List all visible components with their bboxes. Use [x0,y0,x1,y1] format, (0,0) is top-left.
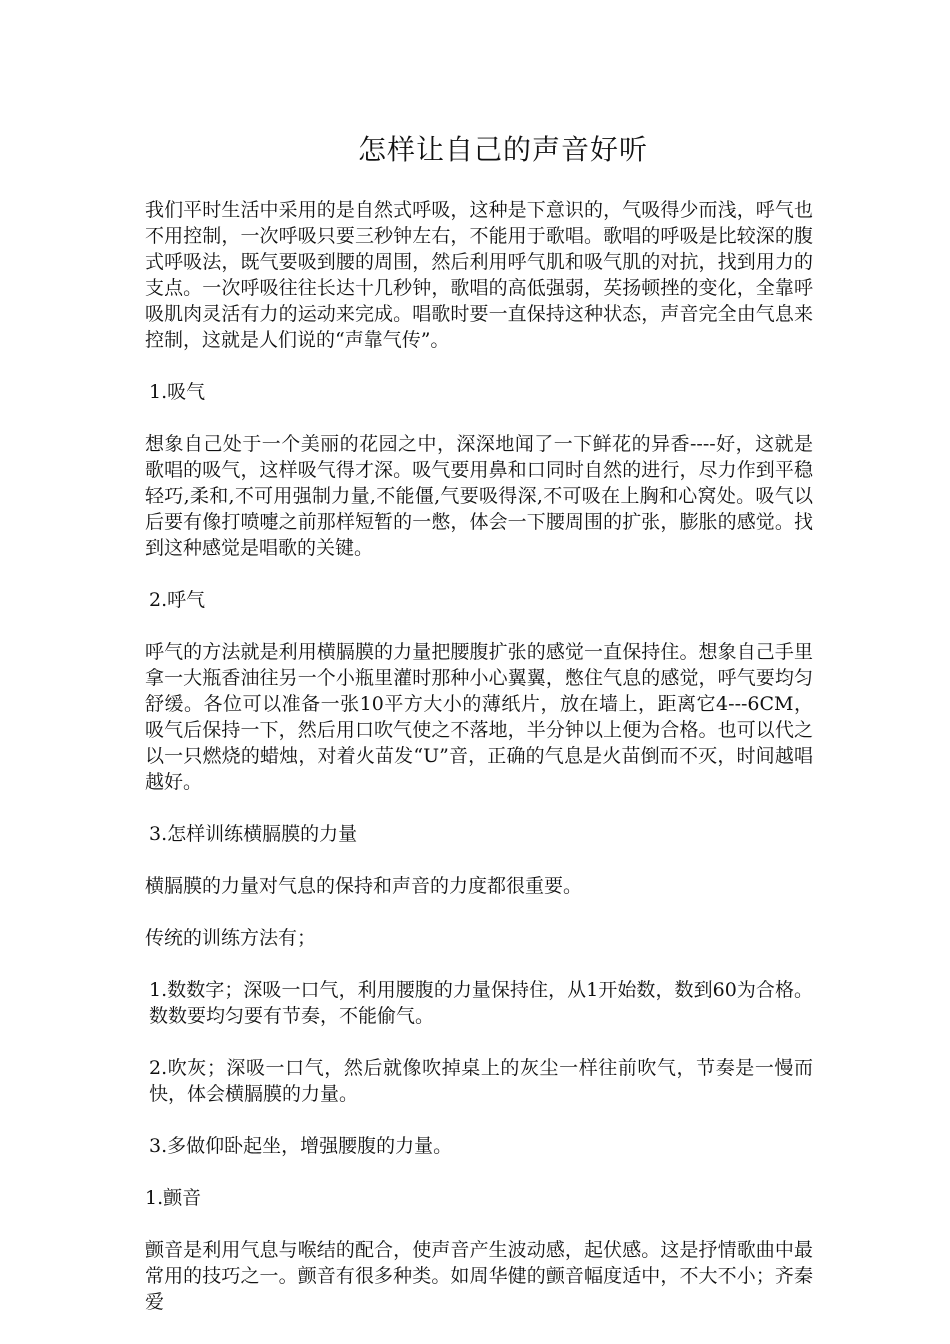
method-item-counting: 1.数数字；深吸一口气，利用腰腹的力量保持住，从1开始数，数到60为合格。数数要均匀要有节奏，不能偷气。 [149,979,813,1027]
document-body [145,197,813,1315]
inhale-paragraph: 想象自己处于一个美丽的花园之中，深深地闻了一下鲜花的异香----好，这就是歌唱的吸气，这样吸气得才深。吸气要用鼻和口同时自然的进行，尽力作到平稳轻巧,柔和,不可用强制力量,不能僵,气要吸得深,不可吸在上胸和心窝处。吸气以后要有像打喷嚏之前那样短暂的一憋，体会一下腰周围的扩张，膨胀的感觉。找到这种感觉是唱歌的关键。 [145,433,813,559]
vibrato-paragraph: 颤音是利用气息与喉结的配合，使声音产生波动感，起伏感。这是抒情歌曲中最常用的技巧之一。颤音有很多种类。如周华健的颤音幅度适中，不大不小；齐秦爱 [145,1239,813,1313]
exhale-paragraph: 呼气的方法就是利用横膈膜的力量把腰腹扩张的感觉一直保持住。想象自己手里拿一大瓶香油往另一个小瓶里灌时那种小心翼翼，憋住气息的感觉，呼气要均匀舒缓。各位可以准备一张10平方大小的薄纸片，放在墙上，距离它4---6CM，吸气后保持一下，然后用口吹气使之不落地，半分钟以上便为合格。也可以代之以一只燃烧的蜡烛，对着火苗发“U”音，正确的气息是火苗倒而不灭，时间越唱越好。 [145,641,813,793]
method-item-blowing: 2.吹灰；深吸一口气，然后就像吹掉桌上的灰尘一样往前吹气，节奏是一慢而快，体会横膈膜的力量。 [149,1057,813,1105]
training-methods-intro: 传统的训练方法有； [145,927,317,949]
section-heading-vibrato: 1.颤音 [145,1187,202,1209]
section-heading-diaphragm: 3.怎样训练横膈膜的力量 [149,823,358,845]
section-heading-exhale: 2.呼气 [149,589,206,611]
section-heading-inhale: 1.吸气 [149,381,206,403]
document-title: 怎样让自己的声音好听 [357,133,648,166]
intro-paragraph: 我们平时生活中采用的是自然式呼吸，这种是下意识的，气吸得少而浅，呼气也不用控制，一次呼吸只要三秒钟左右，不能用于歌唱。歌唱的呼吸是比较深的腹式呼吸法，既气要吸到腰的周围，然后利用呼气肌和吸气肌的对抗，找到用力的支点。一次呼吸往往长达十几秒钟，歌唱的高低强弱，䒨扬顿挫的变化，全靠呼吸肌肉灵活有力的运动来完成。唱歌时要一直保持这种状态，声音完全由气息来控制，这就是人们说的“声靠气传”。 [145,199,813,351]
diaphragm-paragraph: 横膈膜的力量对气息的保持和声音的力度都很重要。 [145,875,583,897]
method-item-situps: 3.多做仰卧起坐，增强腰腹的力量。 [149,1135,453,1157]
